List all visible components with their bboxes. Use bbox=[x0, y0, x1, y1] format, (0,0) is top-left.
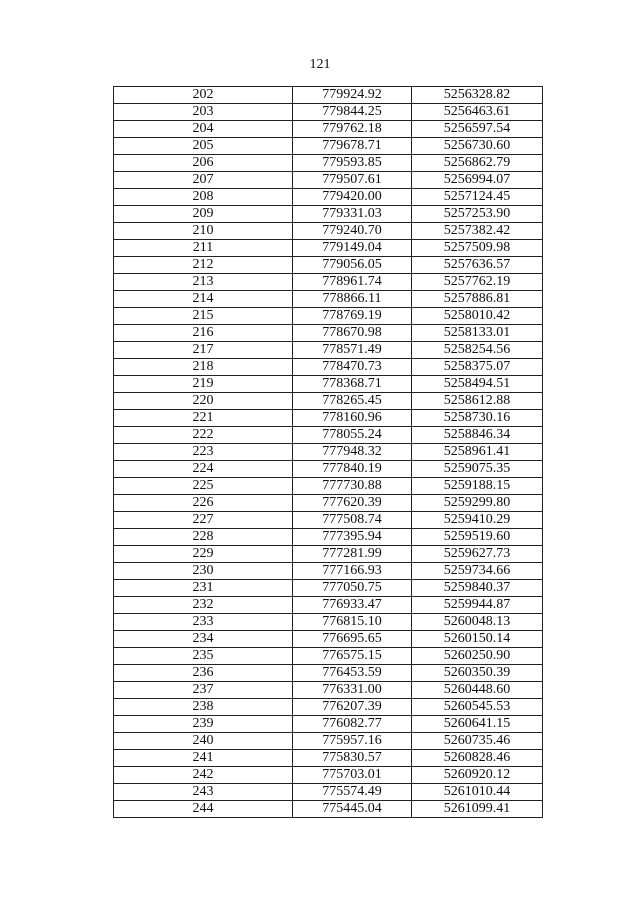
y-coordinate-cell: 5258133.01 bbox=[412, 325, 543, 342]
y-coordinate-cell: 5258010.42 bbox=[412, 308, 543, 325]
x-coordinate-cell: 779331.03 bbox=[293, 206, 412, 223]
table-row bbox=[114, 546, 543, 563]
y-coordinate-cell: 5256862.79 bbox=[412, 155, 543, 172]
table-row bbox=[114, 308, 543, 325]
x-coordinate-cell: 776207.39 bbox=[293, 699, 412, 716]
x-coordinate-cell: 778866.11 bbox=[293, 291, 412, 308]
x-coordinate-cell: 775445.04 bbox=[293, 801, 412, 818]
table-row bbox=[114, 325, 543, 342]
table-row bbox=[114, 206, 543, 223]
y-coordinate-cell: 5259944.87 bbox=[412, 597, 543, 614]
table-row bbox=[114, 291, 543, 308]
point-number-cell: 207 bbox=[114, 172, 293, 189]
y-coordinate-cell: 5260545.53 bbox=[412, 699, 543, 716]
y-coordinate-cell: 5256597.54 bbox=[412, 121, 543, 138]
y-coordinate-cell: 5256463.61 bbox=[412, 104, 543, 121]
x-coordinate-cell: 778055.24 bbox=[293, 427, 412, 444]
point-number-cell: 227 bbox=[114, 512, 293, 529]
point-number-cell: 244 bbox=[114, 801, 293, 818]
table-row bbox=[114, 376, 543, 393]
x-coordinate-cell: 778265.45 bbox=[293, 393, 412, 410]
x-coordinate-cell: 778670.98 bbox=[293, 325, 412, 342]
y-coordinate-cell: 5257382.42 bbox=[412, 223, 543, 240]
point-number-cell: 208 bbox=[114, 189, 293, 206]
table-row bbox=[114, 121, 543, 138]
y-coordinate-cell: 5260828.46 bbox=[412, 750, 543, 767]
point-number-cell: 235 bbox=[114, 648, 293, 665]
point-number-cell: 240 bbox=[114, 733, 293, 750]
x-coordinate-cell: 777730.88 bbox=[293, 478, 412, 495]
x-coordinate-cell: 779420.00 bbox=[293, 189, 412, 206]
table-row bbox=[114, 580, 543, 597]
table-row bbox=[114, 410, 543, 427]
point-number-cell: 221 bbox=[114, 410, 293, 427]
table-row bbox=[114, 716, 543, 733]
table-row bbox=[114, 699, 543, 716]
table-row bbox=[114, 614, 543, 631]
x-coordinate-cell: 779056.05 bbox=[293, 257, 412, 274]
x-coordinate-cell: 775703.01 bbox=[293, 767, 412, 784]
point-number-cell: 234 bbox=[114, 631, 293, 648]
point-number-cell: 226 bbox=[114, 495, 293, 512]
table-row bbox=[114, 478, 543, 495]
y-coordinate-cell: 5257124.45 bbox=[412, 189, 543, 206]
point-number-cell: 214 bbox=[114, 291, 293, 308]
point-number-cell: 202 bbox=[114, 87, 293, 104]
table-row bbox=[114, 393, 543, 410]
point-number-cell: 211 bbox=[114, 240, 293, 257]
table-row bbox=[114, 495, 543, 512]
table-row bbox=[114, 682, 543, 699]
y-coordinate-cell: 5257509.98 bbox=[412, 240, 543, 257]
point-number-cell: 233 bbox=[114, 614, 293, 631]
y-coordinate-cell: 5258612.88 bbox=[412, 393, 543, 410]
y-coordinate-cell: 5256730.60 bbox=[412, 138, 543, 155]
y-coordinate-cell: 5260920.12 bbox=[412, 767, 543, 784]
y-coordinate-cell: 5259410.29 bbox=[412, 512, 543, 529]
x-coordinate-cell: 778961.74 bbox=[293, 274, 412, 291]
point-number-cell: 242 bbox=[114, 767, 293, 784]
x-coordinate-cell: 777620.39 bbox=[293, 495, 412, 512]
table-row bbox=[114, 801, 543, 818]
table-row bbox=[114, 257, 543, 274]
y-coordinate-cell: 5258494.51 bbox=[412, 376, 543, 393]
table-row bbox=[114, 189, 543, 206]
table-row bbox=[114, 461, 543, 478]
x-coordinate-cell: 778160.96 bbox=[293, 410, 412, 427]
y-coordinate-cell: 5260448.60 bbox=[412, 682, 543, 699]
x-coordinate-cell: 779240.70 bbox=[293, 223, 412, 240]
x-coordinate-cell: 779844.25 bbox=[293, 104, 412, 121]
x-coordinate-cell: 779678.71 bbox=[293, 138, 412, 155]
table-row bbox=[114, 784, 543, 801]
x-coordinate-cell: 776575.15 bbox=[293, 648, 412, 665]
x-coordinate-cell: 777050.75 bbox=[293, 580, 412, 597]
y-coordinate-cell: 5258254.56 bbox=[412, 342, 543, 359]
point-number-cell: 236 bbox=[114, 665, 293, 682]
table-row bbox=[114, 104, 543, 121]
x-coordinate-cell: 779593.85 bbox=[293, 155, 412, 172]
x-coordinate-cell: 777395.94 bbox=[293, 529, 412, 546]
page-number: 121 bbox=[309, 57, 331, 72]
point-number-cell: 204 bbox=[114, 121, 293, 138]
x-coordinate-cell: 777281.99 bbox=[293, 546, 412, 563]
x-coordinate-cell: 779149.04 bbox=[293, 240, 412, 257]
point-number-cell: 218 bbox=[114, 359, 293, 376]
point-number-cell: 220 bbox=[114, 393, 293, 410]
point-number-cell: 228 bbox=[114, 529, 293, 546]
y-coordinate-cell: 5259299.80 bbox=[412, 495, 543, 512]
x-coordinate-cell: 776453.59 bbox=[293, 665, 412, 682]
point-number-cell: 206 bbox=[114, 155, 293, 172]
table-row bbox=[114, 631, 543, 648]
x-coordinate-cell: 776933.47 bbox=[293, 597, 412, 614]
x-coordinate-cell: 777508.74 bbox=[293, 512, 412, 529]
coordinates-table bbox=[113, 86, 543, 818]
y-coordinate-cell: 5259075.35 bbox=[412, 461, 543, 478]
point-number-cell: 229 bbox=[114, 546, 293, 563]
x-coordinate-cell: 776331.00 bbox=[293, 682, 412, 699]
point-number-cell: 203 bbox=[114, 104, 293, 121]
table-row bbox=[114, 87, 543, 104]
x-coordinate-cell: 778368.71 bbox=[293, 376, 412, 393]
point-number-cell: 212 bbox=[114, 257, 293, 274]
table-row bbox=[114, 648, 543, 665]
point-number-cell: 230 bbox=[114, 563, 293, 580]
x-coordinate-cell: 778470.73 bbox=[293, 359, 412, 376]
y-coordinate-cell: 5258846.34 bbox=[412, 427, 543, 444]
point-number-cell: 239 bbox=[114, 716, 293, 733]
y-coordinate-cell: 5260250.90 bbox=[412, 648, 543, 665]
point-number-cell: 217 bbox=[114, 342, 293, 359]
y-coordinate-cell: 5259734.66 bbox=[412, 563, 543, 580]
point-number-cell: 243 bbox=[114, 784, 293, 801]
x-coordinate-cell: 776815.10 bbox=[293, 614, 412, 631]
x-coordinate-cell: 776695.65 bbox=[293, 631, 412, 648]
table-row bbox=[114, 733, 543, 750]
y-coordinate-cell: 5261099.41 bbox=[412, 801, 543, 818]
y-coordinate-cell: 5258375.07 bbox=[412, 359, 543, 376]
y-coordinate-cell: 5261010.44 bbox=[412, 784, 543, 801]
point-number-cell: 225 bbox=[114, 478, 293, 495]
table-row bbox=[114, 597, 543, 614]
y-coordinate-cell: 5259188.15 bbox=[412, 478, 543, 495]
table-row bbox=[114, 155, 543, 172]
y-coordinate-cell: 5256328.82 bbox=[412, 87, 543, 104]
point-number-cell: 213 bbox=[114, 274, 293, 291]
table-row bbox=[114, 444, 543, 461]
x-coordinate-cell: 778571.49 bbox=[293, 342, 412, 359]
point-number-cell: 223 bbox=[114, 444, 293, 461]
x-coordinate-cell: 777840.19 bbox=[293, 461, 412, 478]
table-row bbox=[114, 427, 543, 444]
table-row bbox=[114, 359, 543, 376]
coordinates-table-body bbox=[114, 87, 543, 818]
point-number-cell: 231 bbox=[114, 580, 293, 597]
table-row bbox=[114, 223, 543, 240]
table-row bbox=[114, 529, 543, 546]
y-coordinate-cell: 5257886.81 bbox=[412, 291, 543, 308]
x-coordinate-cell: 775830.57 bbox=[293, 750, 412, 767]
point-number-cell: 210 bbox=[114, 223, 293, 240]
y-coordinate-cell: 5259627.73 bbox=[412, 546, 543, 563]
point-number-cell: 232 bbox=[114, 597, 293, 614]
x-coordinate-cell: 776082.77 bbox=[293, 716, 412, 733]
y-coordinate-cell: 5260048.13 bbox=[412, 614, 543, 631]
y-coordinate-cell: 5259840.37 bbox=[412, 580, 543, 597]
y-coordinate-cell: 5260641.15 bbox=[412, 716, 543, 733]
point-number-cell: 209 bbox=[114, 206, 293, 223]
y-coordinate-cell: 5258730.16 bbox=[412, 410, 543, 427]
point-number-cell: 216 bbox=[114, 325, 293, 342]
point-number-cell: 224 bbox=[114, 461, 293, 478]
table-row bbox=[114, 240, 543, 257]
point-number-cell: 237 bbox=[114, 682, 293, 699]
table-row bbox=[114, 342, 543, 359]
x-coordinate-cell: 779762.18 bbox=[293, 121, 412, 138]
x-coordinate-cell: 778769.19 bbox=[293, 308, 412, 325]
point-number-cell: 205 bbox=[114, 138, 293, 155]
table-row bbox=[114, 512, 543, 529]
table-row bbox=[114, 750, 543, 767]
y-coordinate-cell: 5258961.41 bbox=[412, 444, 543, 461]
table-row bbox=[114, 767, 543, 784]
table-row bbox=[114, 665, 543, 682]
x-coordinate-cell: 779507.61 bbox=[293, 172, 412, 189]
y-coordinate-cell: 5257636.57 bbox=[412, 257, 543, 274]
table-row bbox=[114, 138, 543, 155]
table-row bbox=[114, 274, 543, 291]
x-coordinate-cell: 779924.92 bbox=[293, 87, 412, 104]
x-coordinate-cell: 777166.93 bbox=[293, 563, 412, 580]
x-coordinate-cell: 775957.16 bbox=[293, 733, 412, 750]
y-coordinate-cell: 5259519.60 bbox=[412, 529, 543, 546]
y-coordinate-cell: 5260735.46 bbox=[412, 733, 543, 750]
point-number-cell: 222 bbox=[114, 427, 293, 444]
y-coordinate-cell: 5256994.07 bbox=[412, 172, 543, 189]
point-number-cell: 215 bbox=[114, 308, 293, 325]
y-coordinate-cell: 5260150.14 bbox=[412, 631, 543, 648]
y-coordinate-cell: 5257762.19 bbox=[412, 274, 543, 291]
table-row bbox=[114, 563, 543, 580]
y-coordinate-cell: 5257253.90 bbox=[412, 206, 543, 223]
y-coordinate-cell: 5260350.39 bbox=[412, 665, 543, 682]
point-number-cell: 241 bbox=[114, 750, 293, 767]
x-coordinate-cell: 777948.32 bbox=[293, 444, 412, 461]
point-number-cell: 238 bbox=[114, 699, 293, 716]
x-coordinate-cell: 775574.49 bbox=[293, 784, 412, 801]
table-row bbox=[114, 172, 543, 189]
point-number-cell: 219 bbox=[114, 376, 293, 393]
